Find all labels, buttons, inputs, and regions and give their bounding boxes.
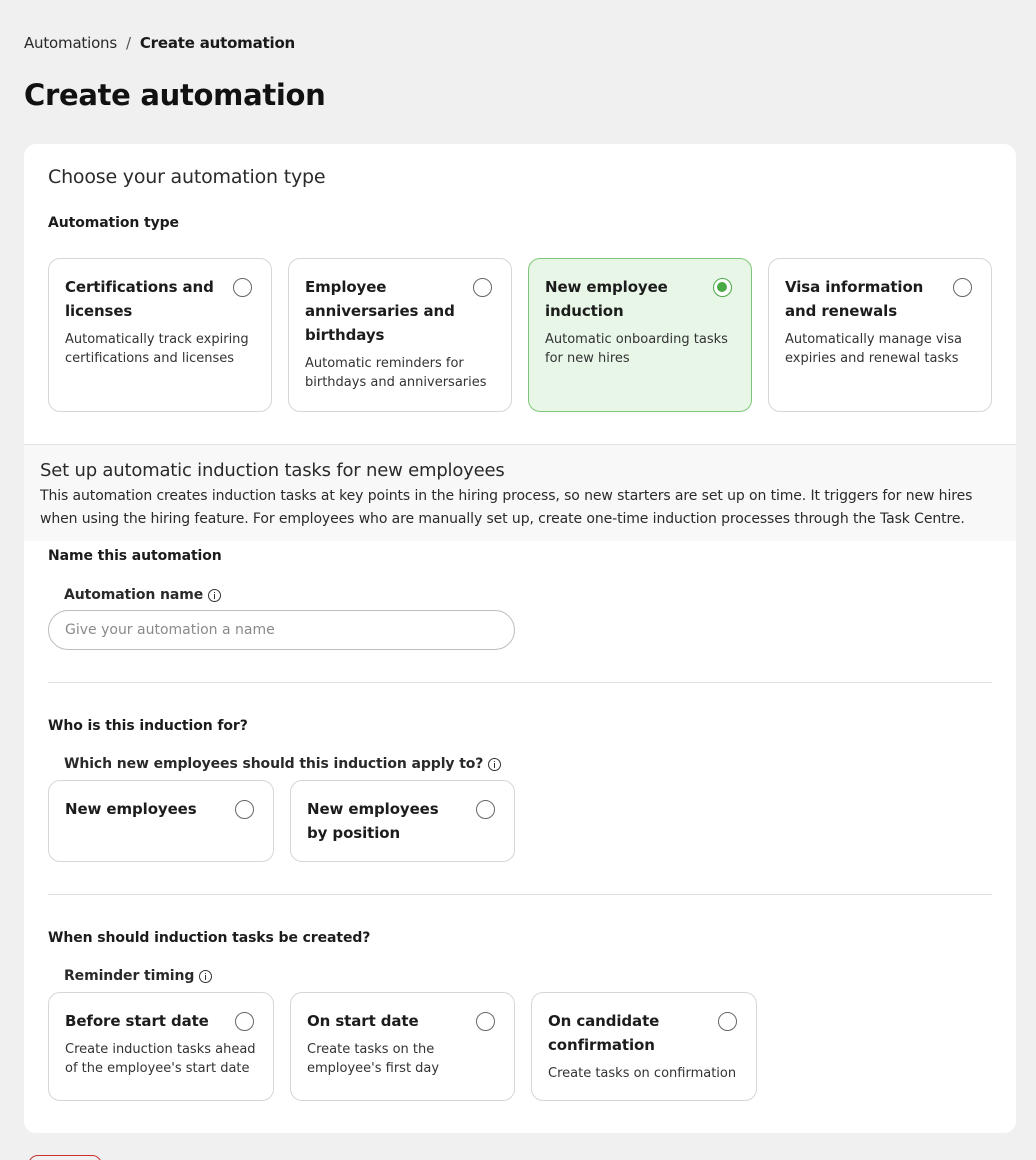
radio-button[interactable] bbox=[473, 278, 492, 297]
info-icon[interactable] bbox=[488, 758, 501, 771]
audience-option-by-position[interactable] bbox=[290, 780, 515, 862]
option-title: On candidate confirmation bbox=[548, 1012, 660, 1054]
info-banner-text: This automation creates induction tasks at key points in the hiring process, so new starters are set up on time. It triggers for new hires when using the hiring feature. For employees who are manually set up, create one-time induction processes through the Task Centre. bbox=[40, 488, 973, 527]
breadcrumb-link-automations[interactable]: Automations bbox=[24, 34, 117, 52]
breadcrumb bbox=[24, 34, 295, 52]
option-description: Automatically track expiring certifications and licenses bbox=[65, 332, 249, 366]
timing-option-before-start[interactable] bbox=[48, 992, 274, 1101]
option-title: Employee anniversaries and birthdays bbox=[305, 278, 455, 344]
section-divider bbox=[48, 682, 992, 683]
reminder-timing-label bbox=[64, 968, 212, 984]
footer-button-partial[interactable] bbox=[28, 1155, 102, 1160]
timing-option-on-confirmation[interactable] bbox=[531, 992, 757, 1101]
option-title: New employee induction bbox=[545, 278, 668, 320]
radio-button[interactable] bbox=[718, 1012, 737, 1031]
option-title: Before start date bbox=[65, 1012, 209, 1030]
option-description: Automatic reminders for birthdays and anniversaries bbox=[305, 356, 487, 390]
radio-button[interactable] bbox=[235, 1012, 254, 1031]
automation-name-label-text: Automation name bbox=[64, 587, 204, 603]
info-icon[interactable] bbox=[208, 589, 221, 602]
automation-form-card bbox=[24, 144, 1016, 1133]
option-description: Create tasks on the employee's first day bbox=[307, 1042, 440, 1076]
radio-button[interactable] bbox=[476, 800, 495, 819]
reminder-timing-label-text: Reminder timing bbox=[64, 968, 195, 984]
breadcrumb-separator: / bbox=[125, 34, 131, 52]
automation-name-input[interactable] bbox=[48, 610, 515, 650]
type-option-new-employee-induction[interactable] bbox=[528, 258, 752, 412]
audience-field-label bbox=[64, 756, 501, 772]
option-title: Visa information and renewals bbox=[785, 278, 924, 320]
type-option-anniversaries[interactable] bbox=[288, 258, 512, 412]
type-option-visa[interactable] bbox=[768, 258, 992, 412]
automation-type-label: Automation type bbox=[48, 215, 179, 231]
option-title: New employees by position bbox=[307, 800, 439, 842]
option-description: Automatic onboarding tasks for new hires bbox=[545, 332, 728, 366]
audience-section-heading: Who is this induction for? bbox=[48, 718, 248, 734]
type-section-heading: Choose your automation type bbox=[48, 166, 326, 188]
info-icon[interactable] bbox=[199, 970, 212, 983]
option-title: On start date bbox=[307, 1012, 419, 1030]
induction-info-banner bbox=[24, 444, 1016, 541]
option-description: Automatically manage visa expiries and renewal tasks bbox=[785, 332, 962, 366]
breadcrumb-current: Create automation bbox=[139, 34, 296, 52]
audience-option-new-employees[interactable] bbox=[48, 780, 274, 862]
name-section-heading: Name this automation bbox=[48, 548, 222, 564]
radio-button[interactable] bbox=[953, 278, 972, 297]
option-description: Create tasks on confirmation bbox=[548, 1066, 737, 1081]
option-description: Create induction tasks ahead of the employee's start date bbox=[65, 1042, 256, 1076]
timing-option-on-start[interactable] bbox=[290, 992, 515, 1101]
option-title: New employees bbox=[65, 800, 197, 818]
radio-button[interactable] bbox=[476, 1012, 495, 1031]
info-banner-title: Set up automatic induction tasks for new employees bbox=[40, 460, 505, 481]
page-title: Create automation bbox=[24, 78, 326, 112]
type-option-certifications[interactable] bbox=[48, 258, 272, 412]
timing-section-heading: When should induction tasks be created? bbox=[48, 930, 371, 946]
option-title: Certifications and licenses bbox=[65, 278, 214, 320]
audience-field-label-text: Which new employees should this induction apply to? bbox=[64, 756, 484, 772]
radio-button[interactable] bbox=[235, 800, 254, 819]
automation-name-label bbox=[64, 587, 221, 603]
section-divider bbox=[48, 894, 992, 895]
radio-button-checked[interactable] bbox=[713, 278, 732, 297]
radio-button[interactable] bbox=[233, 278, 252, 297]
